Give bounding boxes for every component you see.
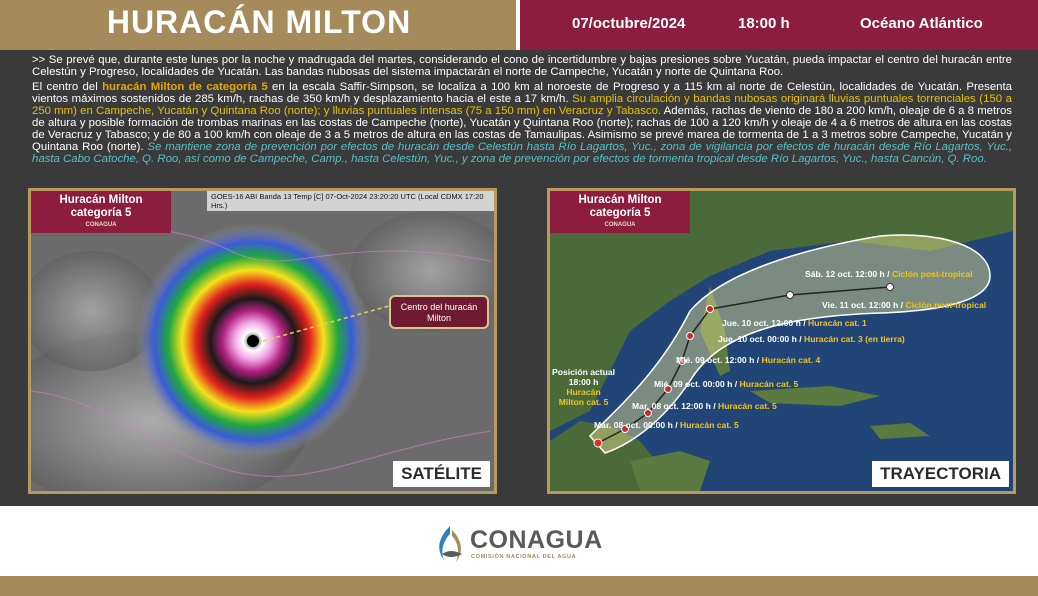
forecast-point-label bbox=[718, 334, 905, 344]
current-position-marker bbox=[594, 439, 602, 447]
forecast-point-category: Ciclón post-tropical bbox=[905, 300, 987, 310]
forecast-point-date: Mar. 08 oct. 00:00 h / bbox=[594, 420, 680, 430]
hurricane-center-callout bbox=[389, 295, 489, 329]
ocean-name: Océano Atlántico bbox=[860, 15, 983, 32]
forecast-point-date: Mar. 08 oct. 12:00 h / bbox=[632, 401, 718, 411]
info-banner bbox=[520, 0, 1038, 50]
callout-line2: Milton bbox=[426, 313, 451, 323]
bulletin-rain-highlight: Su amplia circulación y bandas nubosas originará lluvias puntuales torrenciales (150 a 250 mm) en Campeche, Yucatán y Quintana Roo (norte); y lluvias puntuales intensas (75 a 150 mm) en Veracruz y Tabasco. bbox=[32, 93, 1012, 117]
trajectory-corner-title: TRAYECTORIA bbox=[872, 461, 1009, 487]
forecast-point-category: Huracán cat. 5 bbox=[717, 401, 777, 411]
bulletin-p2-b: en la escala Saffir-Simpson, se localiza a 100 km al noroeste de Progreso y a 115 km al norte de Celestún, localidades de Yucatán. Presenta vientos máximos sostenidos de 285 km/h, rachas de 350 km/h y desplazamiento hacia el este a 17 km/h. bbox=[32, 81, 1012, 105]
header bbox=[0, 0, 1038, 50]
bottom-bar bbox=[0, 576, 1038, 596]
forecast-point-label bbox=[722, 318, 867, 328]
bulletin-time: 18:00 h bbox=[738, 15, 790, 32]
track-point bbox=[787, 292, 794, 299]
bulletin-warnings-highlight: Se mantiene zona de prevención por efectos de huracán desde Celestún hasta Río Lagartos, Yuc., zona de vigilancia por efectos de huracán desde Río Lagartos, Yuc., hasta Cabo Catoche, Q. Roo, así como de Campeche, Camp., hasta Celestún, Yuc., y zona de prevención por efectos de tormenta tropical desde Río Lagartos, Yuc., hasta Cancún, Q. Roo. bbox=[32, 141, 1012, 165]
current-position-label bbox=[552, 367, 615, 407]
conagua-logo-subtitle: COMISIÓN NACIONAL DEL AGUA bbox=[471, 554, 577, 560]
current-position-line3: Huracán bbox=[566, 387, 601, 397]
forecast-point-category: Huracán cat. 5 bbox=[679, 420, 739, 430]
satellite-label-logo: CONAGUA bbox=[85, 222, 117, 228]
satellite-image bbox=[31, 191, 494, 491]
bulletin-category-highlight: huracán Milton de categoría 5 bbox=[102, 81, 268, 93]
title-banner bbox=[0, 0, 518, 50]
satellite-label-line2: categoría 5 bbox=[70, 207, 132, 219]
forecast-point-label bbox=[632, 401, 777, 411]
conagua-logo-text: CONAGUA bbox=[470, 526, 603, 554]
track-point bbox=[687, 333, 694, 340]
bulletin-date: 07/octubre/2024 bbox=[572, 15, 686, 32]
forecast-point-label bbox=[805, 269, 973, 279]
forecast-point-date: Jue. 10 oct. 12:00 h / bbox=[722, 318, 808, 328]
forecast-point-date: Mié. 09 oct. 00:00 h / bbox=[654, 379, 740, 389]
forecast-point-date: Vie. 11 oct. 12:00 h / bbox=[822, 300, 906, 310]
satellite-label bbox=[31, 191, 171, 233]
track-point bbox=[707, 306, 714, 313]
trajectory-label bbox=[550, 191, 690, 233]
forecast-point-label bbox=[654, 379, 798, 389]
forecast-point-date: Jue. 10 oct. 00:00 h / bbox=[718, 334, 804, 344]
page-title: HURACÁN MILTON bbox=[106, 4, 412, 40]
trajectory-image-frame bbox=[547, 188, 1016, 494]
forecast-point-category: Huracán cat. 3 (en tierra) bbox=[803, 334, 905, 344]
forecast-point-date: Mié. 09 oct. 12:00 h / bbox=[676, 355, 762, 365]
current-position-line2: 18:00 h bbox=[568, 377, 599, 387]
bulletin-paragraph-2 bbox=[32, 81, 1012, 165]
bulletin-text bbox=[32, 54, 1012, 168]
forecast-point-category: Huracán cat. 4 bbox=[761, 355, 821, 365]
bulletin-p2-c: Además, rachas de viento de 180 a 200 km/h, oleaje de 6 a 8 metros de altura y posible formación de trombas marinas en las costas de Campeche (norte), Yucatán y Quintana Roo (norte); rachas de 100 a 120 km/h y oleaje de 4 a 6 metros de altura en las costas de Veracruz y Tabasco; y de 80 a 100 km/h con oleaje de 3 a 5 metros de altura en las costas de Tamaulipas. Asimismo se prevé marea de tormenta de 1 a 3 metros sobre Campeche, Yucatán y Quintana Roo (norte). bbox=[32, 105, 1013, 153]
footer bbox=[0, 506, 1038, 576]
trajectory-label-line1: Huracán Milton bbox=[578, 194, 662, 206]
satellite-caption: GOES-16 ABI Banda 13 Temp [C] 07-Oct-2024 23:20:20 UTC (Local CDMX 17:20 Hrs.) bbox=[207, 191, 494, 211]
main-panel bbox=[0, 50, 1038, 506]
current-position-line4: Milton cat. 5 bbox=[558, 397, 609, 407]
forecast-point-category: Ciclón post-tropical bbox=[891, 269, 973, 279]
track-point bbox=[887, 284, 894, 291]
forecast-point-label bbox=[822, 300, 986, 310]
bulletin-paragraph-1: >> Se prevé que, durante este lunes por la noche y madrugada del martes, considerando el cono de incertidumbre y bajas presiones sobre Yucatán, pueda impactar el centro del huracán entre Celestún y Progreso, localidades de Yucatán. Las bandas nubosas del sistema impactarán el norte de Campeche, Yucatán y norte de Quintana Roo. bbox=[32, 54, 1012, 78]
satellite-label-line1: Huracán Milton bbox=[59, 194, 143, 206]
forecast-point-label bbox=[676, 355, 820, 365]
satellite-corner-title: SATÉLITE bbox=[393, 461, 490, 487]
current-position-line1: Posición actual bbox=[552, 367, 616, 377]
callout-line1: Centro del huracán bbox=[400, 302, 478, 312]
forecast-point-label bbox=[594, 420, 739, 430]
trajectory-label-logo: CONAGUA bbox=[604, 222, 636, 228]
satellite-image-frame bbox=[28, 188, 497, 494]
forecast-point-category: Huracán cat. 1 bbox=[807, 318, 867, 328]
conagua-logo-icon bbox=[432, 524, 468, 564]
trajectory-label-line2: categoría 5 bbox=[589, 207, 651, 219]
forecast-point-date: Sáb. 12 oct. 12:00 h / bbox=[805, 269, 892, 279]
forecast-point-category: Huracán cat. 5 bbox=[739, 379, 799, 389]
bulletin-p2-a: El centro del bbox=[32, 81, 103, 93]
